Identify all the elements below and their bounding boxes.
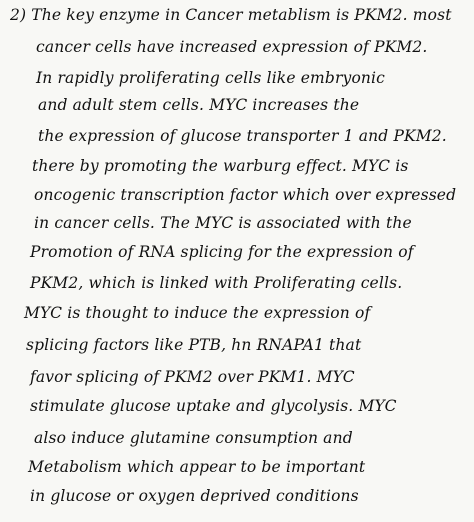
handwritten-line-12: splicing factors like PTB, hn RNAPA1 that — [26, 336, 362, 354]
handwritten-line-3: In rapidly proliferating cells like embryonic — [36, 69, 385, 87]
handwritten-line-10: PKM2, which is linked with Proliferating cells. — [30, 274, 403, 292]
handwritten-line-14: stimulate glucose uptake and glycolysis. MYC — [30, 397, 397, 415]
handwritten-line-11: MYC is thought to induce the expression of — [24, 304, 371, 322]
handwritten-line-13: favor splicing of PKM2 over PKM1. MYC — [30, 368, 355, 386]
handwritten-line-6: there by promoting the warburg effect. MYC is — [32, 157, 409, 175]
handwritten-line-1: 2) The key enzyme in Cancer metablism is PKM2. most — [10, 6, 452, 24]
handwritten-line-8: in cancer cells. The MYC is associated with the — [34, 214, 412, 232]
handwritten-line-16: Metabolism which appear to be important — [28, 458, 366, 476]
handwritten-line-15: also induce glutamine consumption and — [34, 429, 353, 447]
handwritten-line-4: and adult stem cells. MYC increases the — [38, 96, 360, 114]
handwritten-line-2: cancer cells have increased expression of PKM2. — [36, 38, 428, 56]
handwritten-line-9: Promotion of RNA splicing for the expression of — [30, 243, 414, 261]
handwritten-line-5: the expression of glucose transporter 1 and PKM2. — [38, 127, 447, 145]
handwritten-line-7: oncogenic transcription factor which over expressed — [34, 186, 457, 204]
handwritten-line-17: in glucose or oxygen deprived conditions — [30, 487, 359, 505]
